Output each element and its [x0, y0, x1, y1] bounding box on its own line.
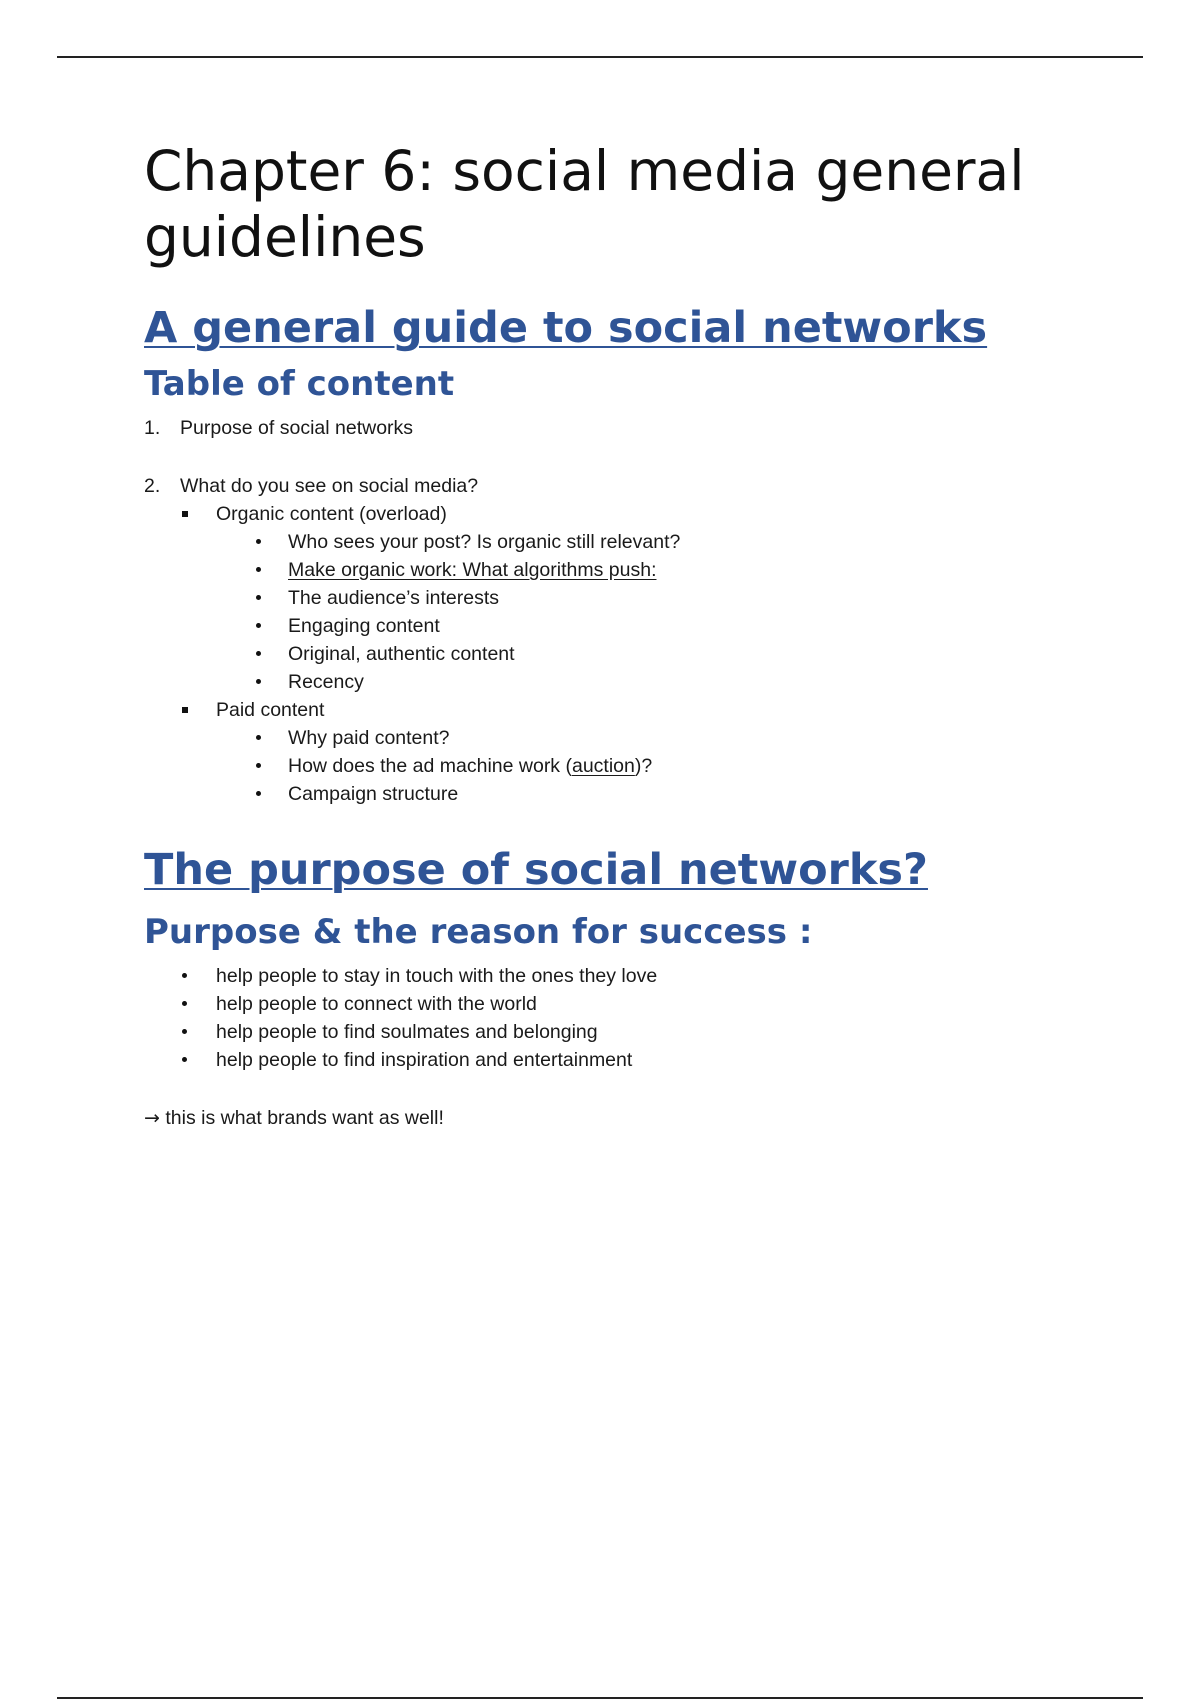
list-item — [216, 640, 1104, 668]
list-item-text: Why paid content? — [288, 727, 450, 749]
toc-number: 2. — [144, 475, 161, 497]
section-heading-purpose: The purpose of social networks? — [144, 845, 928, 895]
list-item-text: help people to find inspiration and entertainment — [216, 1049, 633, 1071]
purpose-subheading: Purpose & the reason for success : — [144, 912, 813, 952]
list-item-text: help people to stay in touch with the ones they love — [216, 965, 658, 987]
conclusion-text: this is what brands want as well! — [165, 1107, 444, 1129]
right-arrow-icon: → — [144, 1107, 160, 1129]
list-item — [216, 724, 1104, 752]
bullet-icon — [182, 1001, 187, 1006]
list-item-text: help people to find soulmates and belonging — [216, 1021, 598, 1043]
bullet-icon — [256, 679, 261, 684]
bullet-icon — [256, 567, 261, 572]
footer-rule — [57, 1697, 1143, 1699]
toc-item-1 — [144, 414, 1104, 442]
square-bullet-icon — [182, 511, 188, 517]
document-page — [144, 138, 1104, 1132]
section-heading-guide: A general guide to social networks — [144, 303, 988, 353]
square-bullet-icon — [182, 707, 188, 713]
bullet-icon — [256, 623, 261, 628]
bullet-icon — [256, 539, 261, 544]
list-item-text: help people to connect with the world — [216, 993, 537, 1015]
list-item — [216, 780, 1104, 808]
list-item-text: The audience’s interests — [288, 587, 500, 609]
list-item — [216, 556, 1104, 584]
organic-label: Organic content (overload) — [216, 503, 447, 525]
list-item-text: Original, authentic content — [288, 643, 515, 665]
toc-item-2 — [144, 472, 1104, 500]
list-item — [216, 752, 1104, 780]
bullet-icon — [256, 791, 261, 796]
bullet-icon — [182, 1029, 187, 1034]
paid-label: Paid content — [216, 699, 325, 721]
list-item — [216, 668, 1104, 696]
list-item-text: Engaging content — [288, 615, 440, 637]
table-of-contents — [144, 414, 1104, 500]
paid-sublist — [144, 724, 1104, 808]
conclusion-line — [144, 1104, 1104, 1132]
list-item-text: How does the ad machine work ( — [288, 755, 572, 777]
bullet-icon — [256, 735, 261, 740]
list-item-text: Who sees your post? Is organic still relevant? — [288, 531, 681, 553]
auction-link-text: auction — [571, 755, 635, 777]
list-item — [144, 1018, 1104, 1046]
list-item — [144, 990, 1104, 1018]
toc-heading: Table of content — [144, 364, 455, 404]
bullet-icon — [182, 973, 187, 978]
list-item — [216, 528, 1104, 556]
list-item-organic — [144, 500, 1104, 528]
toc-subsection-list — [144, 696, 1104, 724]
list-item-text: )? — [634, 755, 653, 777]
bullet-icon — [256, 595, 261, 600]
list-item-paid — [144, 696, 1104, 724]
bullet-icon — [256, 651, 261, 656]
bullet-icon — [182, 1057, 187, 1062]
toc-subsection-list — [144, 500, 1104, 528]
header-rule — [57, 56, 1143, 58]
purpose-list — [144, 962, 1104, 1074]
list-item — [216, 612, 1104, 640]
list-item — [216, 584, 1104, 612]
toc-number: 1. — [144, 417, 161, 439]
toc-label: What do you see on social media? — [180, 475, 479, 497]
chapter-title: Chapter 6: social media general guidelines — [144, 139, 1025, 269]
list-item-text: Recency — [288, 671, 364, 693]
list-item — [144, 1046, 1104, 1074]
organic-sublist — [144, 528, 1104, 696]
list-item-text: Campaign structure — [288, 783, 459, 805]
list-item-text: Make organic work: What algorithms push: — [288, 559, 657, 581]
list-item — [144, 962, 1104, 990]
toc-label: Purpose of social networks — [180, 417, 414, 439]
bullet-icon — [256, 763, 261, 768]
